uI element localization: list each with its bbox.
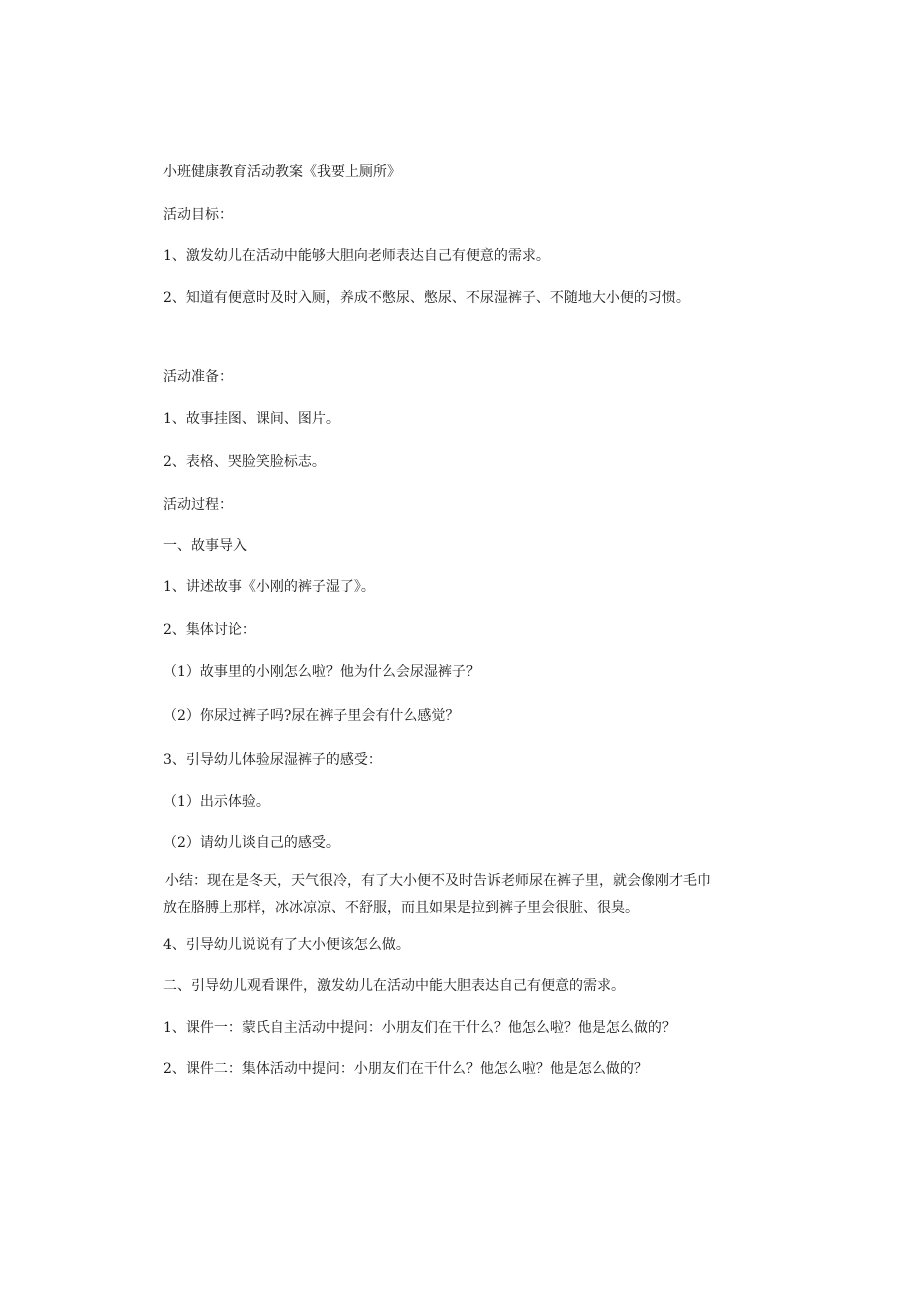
goal-item: 1、激发幼儿在活动中能够大胆向老师表达自己有便意的需求。 <box>163 248 550 264</box>
s2-item: 2、课件二：集体活动中提问：小朋友们在干什么？他怎么啦？他是怎么做的？ <box>163 1061 648 1077</box>
s1-item: 4、引导幼儿说说有了大小便该怎么做。 <box>163 937 410 953</box>
section2-heading: 二、引导幼儿观看课件，激发幼儿在活动中能大胆表达自己有便意的需求。 <box>163 978 625 994</box>
page-title: 小班健康教育活动教案《我要上厕所》 <box>163 164 401 180</box>
s1-subitem: （1）出示体验。 <box>163 794 270 810</box>
s1-item: 1、讲述故事《小刚的裤子湿了》。 <box>163 579 375 595</box>
prep-item: 1、故事挂图、课间、图片。 <box>163 411 340 427</box>
process-heading: 活动过程： <box>163 497 233 513</box>
s1-subitem: （2）你尿过裤子吗?尿在裤子里会有什么感觉？ <box>163 708 460 724</box>
s1-subitem: （2）请幼儿谈自己的感受。 <box>163 835 340 851</box>
s1-item: 3、引导幼儿体验尿湿裤子的感受： <box>163 752 382 768</box>
prep-item: 2、表格、哭脸笑脸标志。 <box>163 454 326 470</box>
goals-heading: 活动目标： <box>163 207 233 223</box>
prep-heading: 活动准备： <box>163 369 233 385</box>
section1-heading: 一、故事导入 <box>163 538 247 554</box>
s1-item: 2、集体讨论： <box>163 622 256 638</box>
goal-item: 2、知道有便意时及时入厕，养成不憋尿、憋尿、不尿湿裤子、不随地大小便的习惯。 <box>163 290 690 306</box>
s2-item: 1、课件一：蒙氏自主活动中提问：小朋友们在干什么？他怎么啦？他是怎么做的？ <box>163 1020 676 1036</box>
s1-subitem: （1）故事里的小刚怎么啦？他为什么会尿湿裤子？ <box>163 664 480 680</box>
summary-paragraph: 小结：现在是冬天，天气很冷，有了大小便不及时告诉老师尿在裤子里，就会像刚才毛巾放在胳膊上那样，冰冰凉凉、不舒服，而且如果是拉到裤子里会很脏、很臭。 <box>163 873 711 916</box>
